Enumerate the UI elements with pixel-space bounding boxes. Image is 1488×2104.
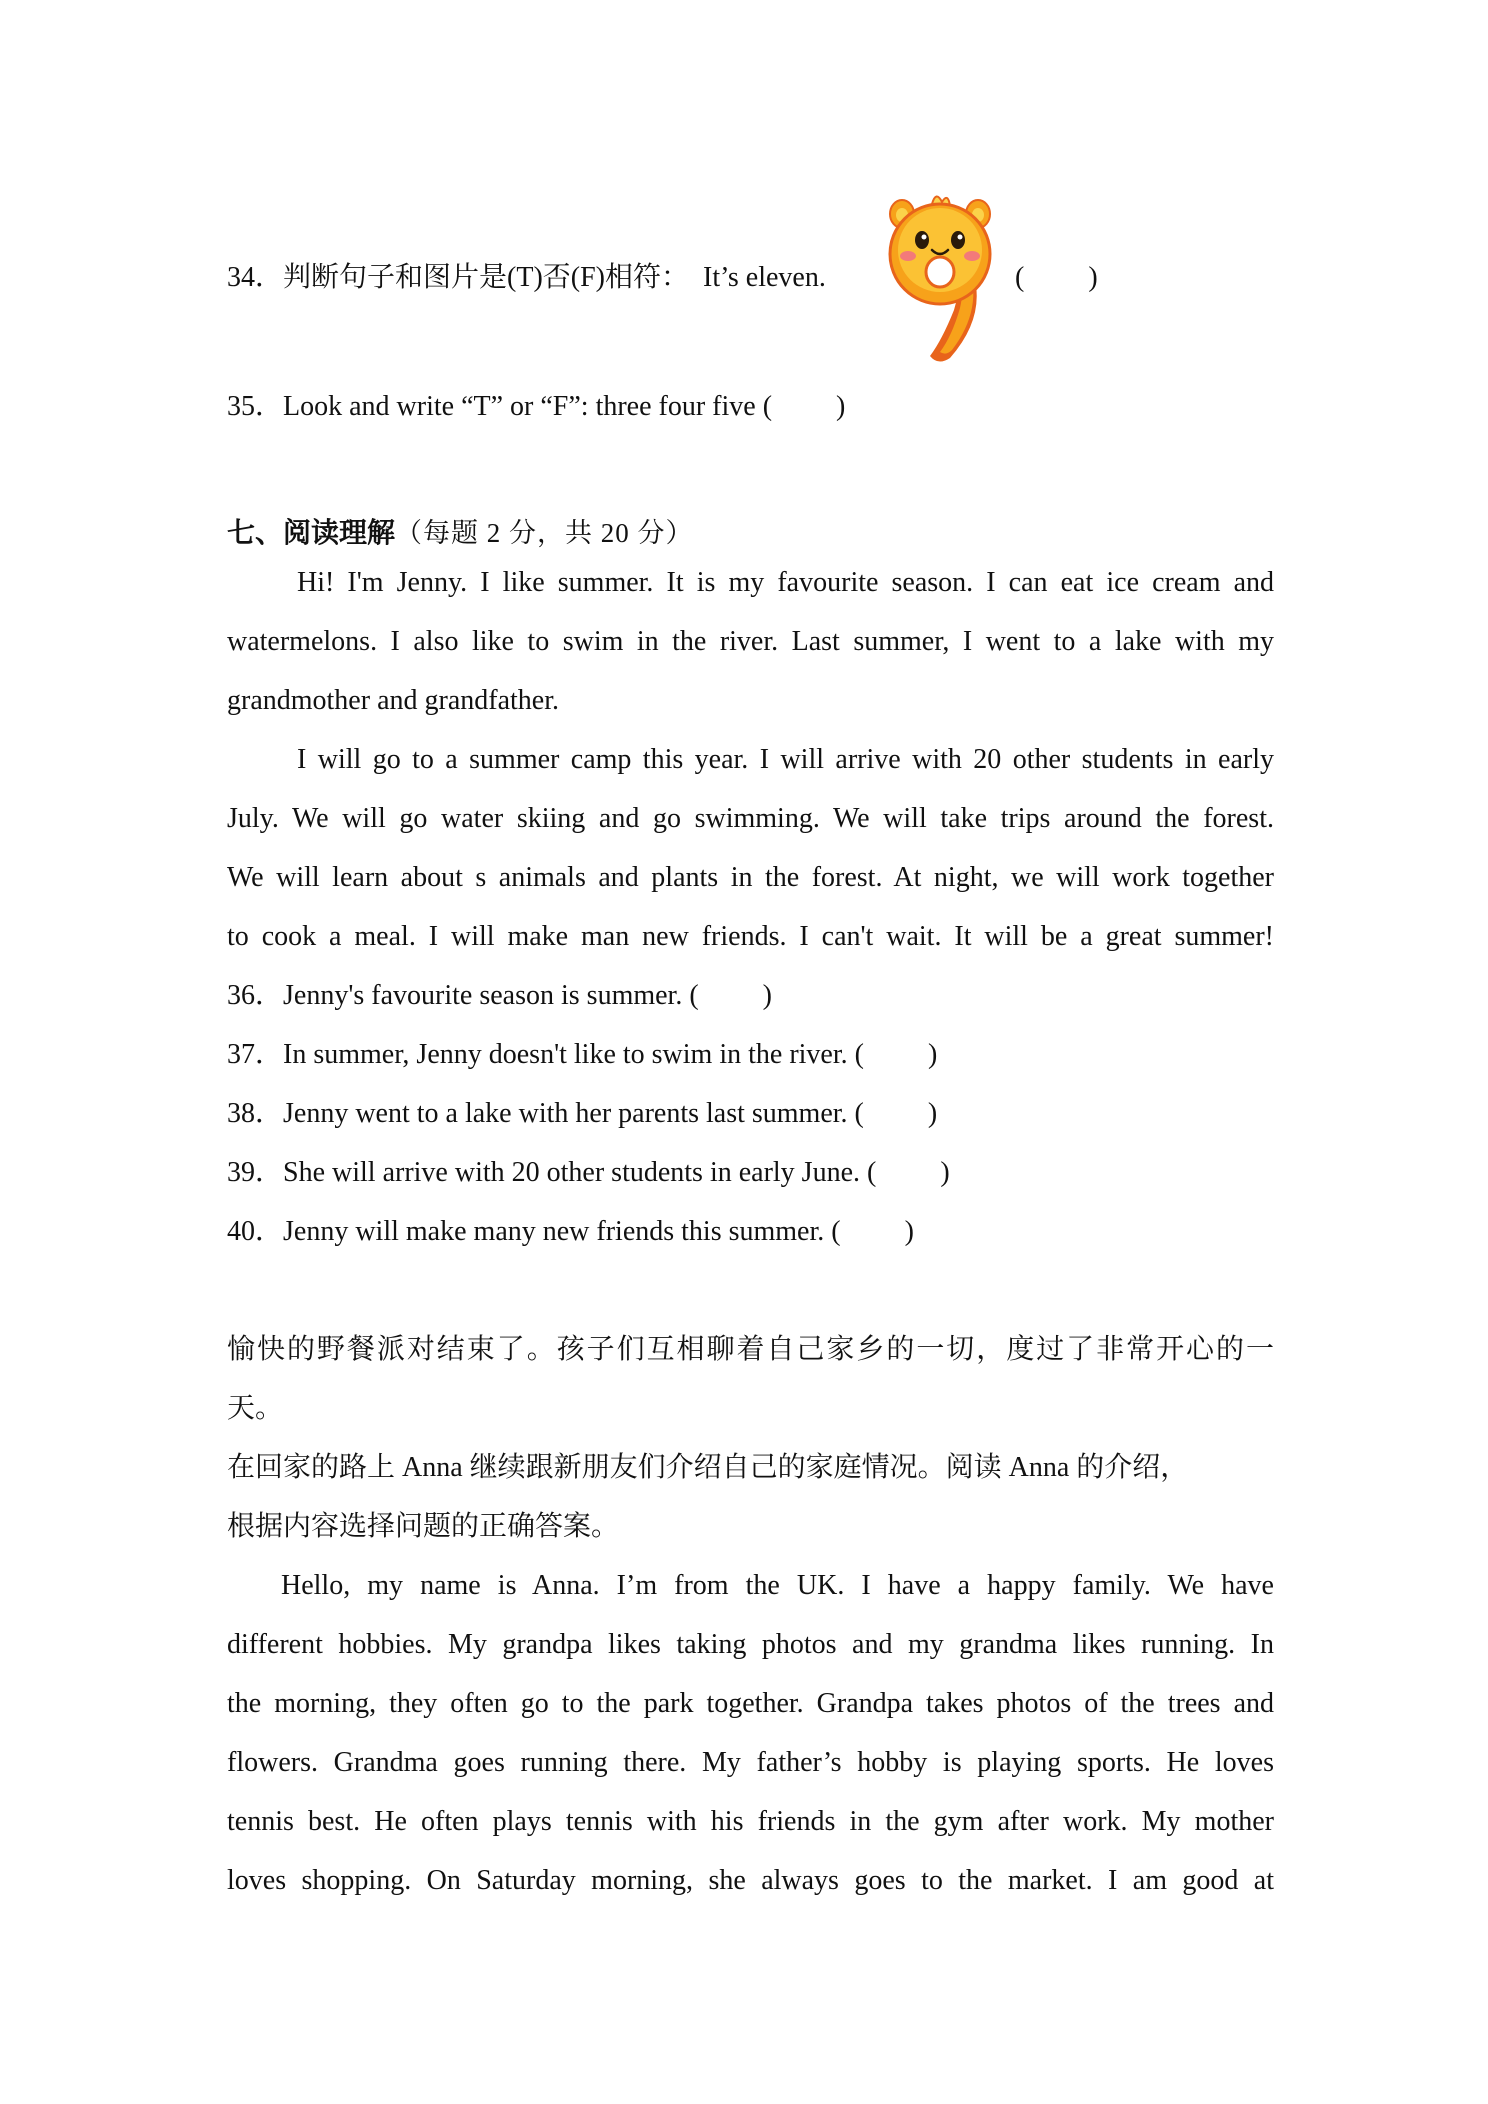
passage1-line: I will go to a summer camp this year. I will arrive with 20 other students in early — [297, 744, 1274, 775]
passage2-line: Hello, my name is Anna. I’m from the UK. I have a happy family. We have — [281, 1570, 1274, 1601]
passage2-line: different hobbies. My grandpa likes taking photos and my grandma likes running. In — [227, 1629, 1274, 1660]
section-title: 七、阅读理解 — [227, 518, 396, 549]
passage1-line: July. We will go water skiing and go swimming. We will take trips around the forest. — [227, 803, 1274, 834]
question-sentence: It’s eleven. — [703, 262, 826, 293]
passage2-line: loves shopping. On Saturday morning, she always goes to the market. I am good at — [227, 1865, 1274, 1896]
question-36: 36．Jenny's favourite season is summer. ( ) — [227, 980, 772, 1011]
intro-line: 愉快的野餐派对结束了。孩子们互相聊着自己家乡的一切，度过了非常开心的一 — [227, 1334, 1274, 1365]
question-38: 38．Jenny went to a lake with her parents last summer. ( ) — [227, 1098, 938, 1129]
intro-line: 在回家的路上 Anna 继续跟新朋友们介绍自己的家庭情况。阅读 Anna 的介绍， — [227, 1452, 1189, 1483]
question-text: Look and write “T” or “F”: three four five ( — [283, 391, 773, 422]
question-37: 37．In summer, Jenny doesn't like to swim in the river. ( ) — [227, 1039, 938, 1070]
question-number: 35． — [227, 391, 284, 422]
passage2-line: the morning, they often go to the park together. Grandpa takes photos of the trees and — [227, 1688, 1274, 1719]
question-34 — [227, 258, 826, 298]
passage1-line: grandmother and grandfather. — [227, 685, 559, 716]
section-score: （每题 2 分，共 20 分） — [395, 518, 694, 548]
question-number: 34． — [227, 262, 284, 293]
question-35: 35．Look and write “T” or “F”: three four five ( ) — [227, 391, 846, 422]
question-39: 39．She will arrive with 20 other students in early June. ( ) — [227, 1157, 950, 1188]
number-nine-picture — [880, 190, 1000, 365]
question-40: 40．Jenny will make many new friends this summer. ( ) — [227, 1216, 914, 1247]
intro-line: 天。 — [227, 1393, 284, 1424]
passage1-line: Hi! I'm Jenny. I like summer. It is my favourite season. I can eat ice cream and — [297, 567, 1274, 598]
question-prompt: 判断句子和图片是(T)否(F)相符： — [283, 262, 689, 293]
passage2-line: flowers. Grandma goes running there. My father’s hobby is playing sports. He loves — [227, 1747, 1274, 1778]
section-heading — [227, 513, 694, 554]
passage1-line: watermelons. I also like to swim in the river. Last summer, I went to a lake with my — [227, 626, 1274, 657]
answer-paren-34[interactable]: ( ) — [1015, 262, 1098, 293]
passage1-line: We will learn about s animals and plants in the forest. At night, we will work together — [227, 862, 1274, 893]
passage2-line: tennis best. He often plays tennis with his friends in the gym after work. My mother — [227, 1806, 1274, 1837]
passage1-line: to cook a meal. I will make man new friends. I can't wait. It will be a great summer! — [227, 921, 1274, 952]
intro-line: 根据内容选择问题的正确答案。 — [227, 1511, 620, 1542]
